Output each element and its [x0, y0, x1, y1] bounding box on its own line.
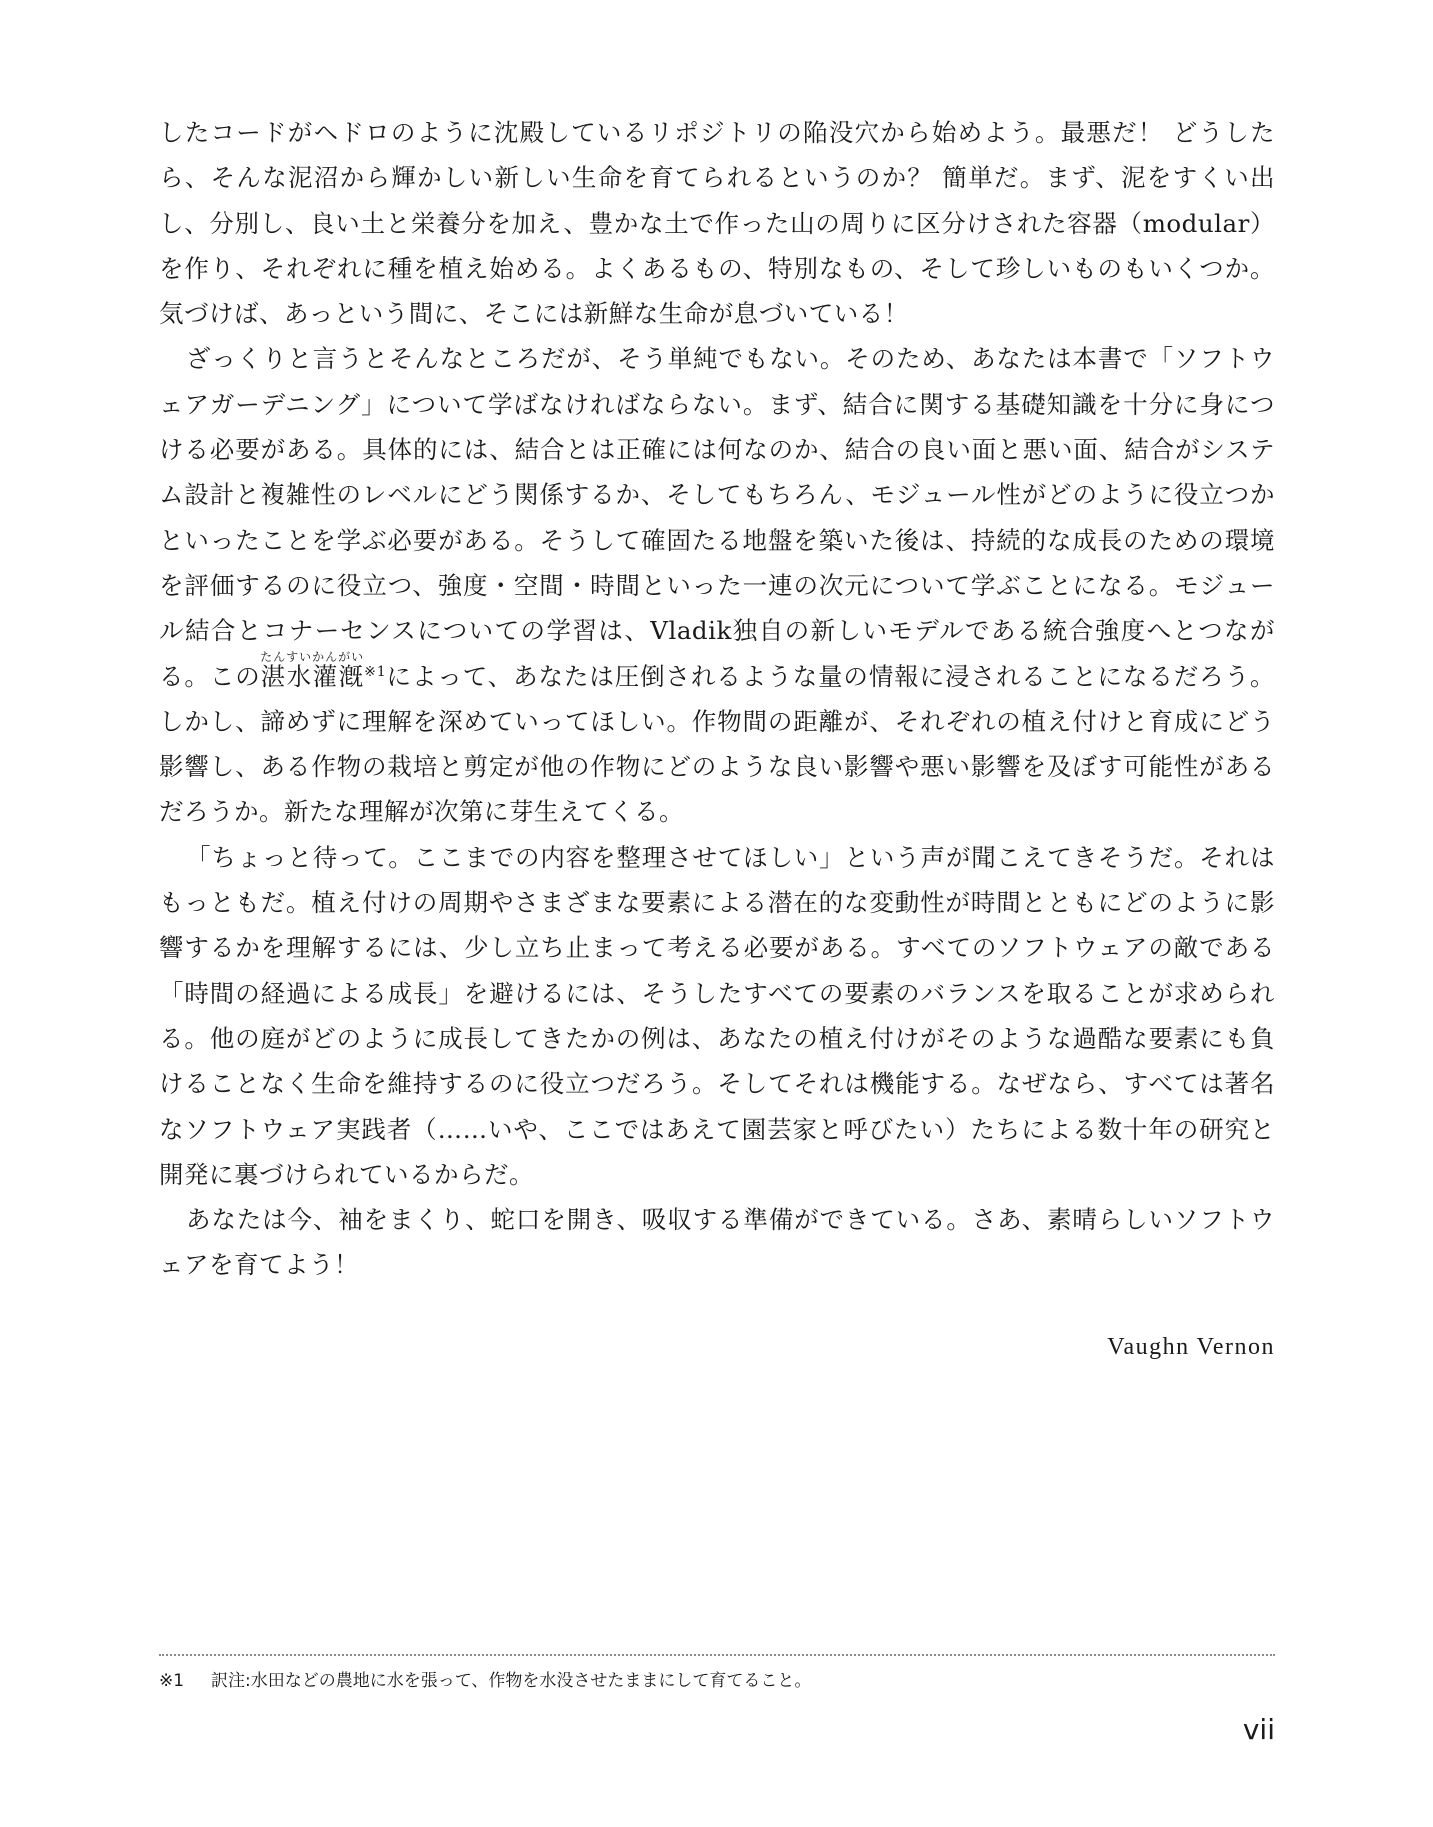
footnote-text: 訳注:水田などの農地に水を張って、作物を水没させたままにして育てること。: [211, 1671, 812, 1691]
paragraph-1: したコードがヘドロのように沈殿しているリポジトリの陥没穴から始めよう。最悪だ！ どうしたら、そんな泥沼から輝かしい新しい生命を育てられるというのか？ 簡単だ。まず、泥をすくい出し、分別し、良い土と栄養分を加え、豊かな土で作った山の周りに区分けされた容器（modular）を作り、それぞれに種を植え始める。よくあるもの、特別なもの、そして珍しいものもいくつか。気づけば、あっという間に、そこには新鮮な生命が息づいている！: [159, 118, 1275, 329]
author-signature: Vaughn Vernon: [1107, 1334, 1275, 1360]
paragraph-2-part-a: ざっくりと言うとそんなところだが、そう単純でもない。そのため、あなたは本書で「ソフトウェアガーデニング」について学ばなければならない。まず、結合に関する基礎知識を十分に身につける必要がある。具体的には、結合とは正確には何なのか、結合の良い面と悪い面、結合がシステム設計と複雑性のレベルにどう関係するか、そしてもちろん、モジュール性がどのように役立つかといったことを学ぶ必要がある。そうして確固たる地盤を築いた後は、持続的な成長のための環境を評価するのに役立つ、強度・空間・時間といった一連の次元について学ぶことになる。モジュール結合とコナーセンスについての学習は、Vladik独自の新しいモデルである統合強度へとつながる。この: [159, 344, 1275, 691]
footnote-reference[interactable]: ※1: [363, 663, 387, 680]
ruby-tan: 湛たん: [260, 649, 287, 691]
ruby-reading-suikangai: すいかんがい: [286, 649, 365, 664]
ruby-reading-tan: たん: [260, 649, 287, 664]
page-number: vii: [1242, 1713, 1275, 1746]
paragraph-2-part-b: によって、あなたは圧倒されるような量の情報に浸されることになるだろう。しかし、諦めずに理解を深めていってほしい。作物間の距離が、それぞれの植え付けと育成にどう影響し、ある作物の栽培と剪定が他の作物にどのような良い影響や悪い影響を及ぼす可能性があるだろうか。新たな理解が次第に芽生えてくる。: [159, 661, 1275, 827]
footnote: [159, 1666, 811, 1691]
paragraph-2: [159, 336, 1275, 834]
paragraph-3: 「ちょっと待って。ここまでの内容を整理させてほしい」という声が聞こえてきそうだ。それはもっともだ。植え付けの周期やさまざまな要素による潜在的な変動性が時間とともにどのように影響するかを理解するには、少し立ち止まって考える必要がある。すべてのソフトウェアの敵である「時間の経過による成長」を避けるには、そうしたすべての要素のバランスを取ることが求められる。他の庭がどのように成長してきたかの例は、あなたの植え付けがそのような過酷な要素にも負けることなく生命を維持するのに役立つだろう。そしてそれは機能する。なぜなら、すべては著名なソフトウェア実践者（……いや、ここではあえて園芸家と呼びたい）たちによる数十年の研究と開発に裏づけられているからだ。: [159, 842, 1275, 1189]
footnote-mark: ※1: [159, 1671, 185, 1691]
footnote-divider: [159, 1654, 1275, 1656]
ruby-suikangai: 水灌漑すいかんがい: [286, 649, 365, 691]
main-text: [159, 110, 1275, 1288]
paragraph-4: あなたは今、袖をまくり、蛇口を開き、吸収する準備ができている。さあ、素晴らしいソフトウェアを育てよう！: [159, 1205, 1275, 1280]
